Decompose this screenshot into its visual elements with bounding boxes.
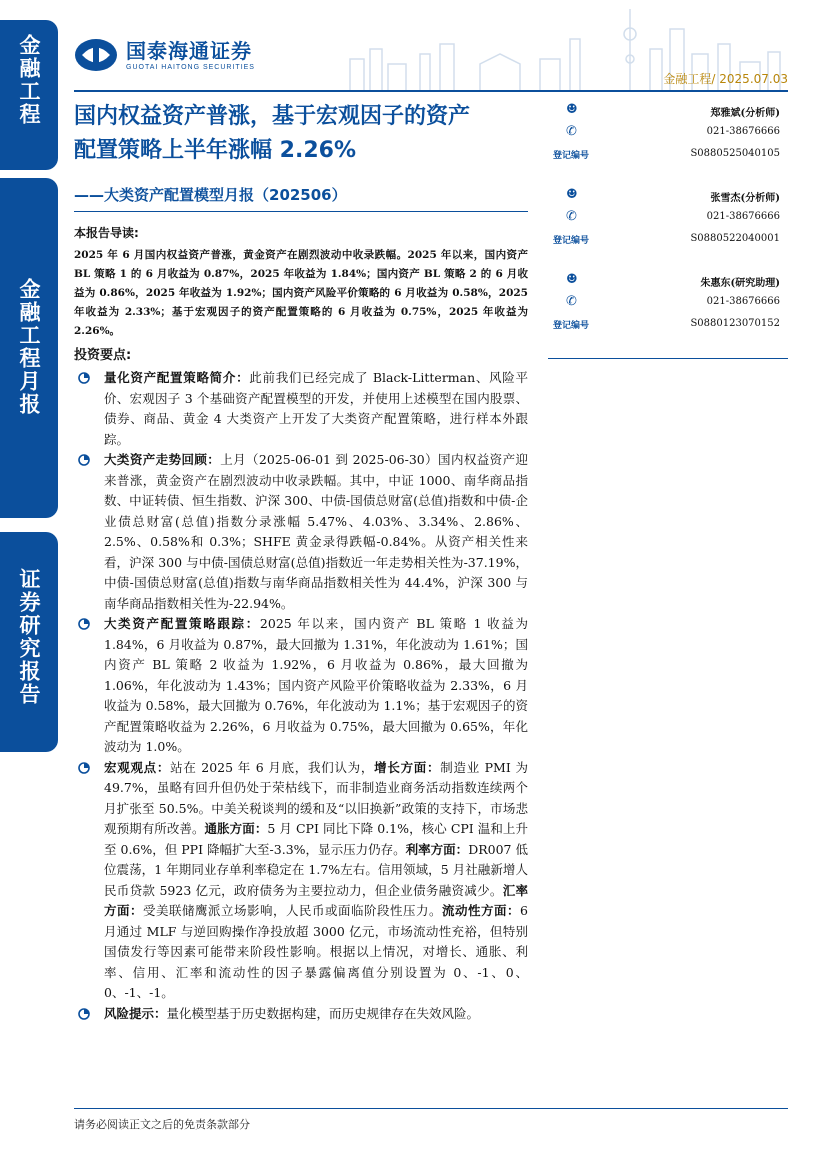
bullet-icon (78, 372, 90, 384)
analyst-panel (548, 104, 788, 359)
header-divider (74, 90, 788, 92)
person-icon: ☻ (566, 272, 578, 287)
point-title: 宏观观点： (104, 759, 171, 775)
macro-subheading: 汇率方面： (104, 882, 528, 918)
phone-icon: ✆ (566, 124, 577, 139)
investment-points (74, 368, 528, 1024)
guide-body: 2025 年 6 月国内权益资产普涨，黄金资产在剧烈波动中收录跌幅。2025 年以来，国内资产 BL 策略 1 的 6 月收益为 0.87%，2025 年收益为 1.84%；国内资产 BL 策略 2 的 6 月收益为 0.86%，2025 年收益为 1.92%；国内资产风险平价策略的 6 月收益为 0.58%，2025 年收益为 2.33%；基于宏观因子的资产配置策略的 6 月收益为 0.75%，2025 年收益为 2.26%。 (74, 249, 528, 337)
registration-number: S0880522040001 (690, 233, 780, 244)
registration-number: S0880525040105 (690, 148, 780, 159)
bullet-icon (78, 618, 90, 630)
registration-label: 登记编号 (553, 151, 590, 161)
macro-subheading: 通胀方面： (204, 821, 268, 836)
macro-text: 站在 2025 年 6 月底，我们认为， (170, 759, 375, 775)
analyst-card (548, 274, 788, 359)
sidebar-tab-financial-engineering (0, 20, 58, 170)
sidebar-tab-label: 证券研究报告 (17, 568, 41, 706)
report-title-line: 配置策略上半年涨幅 2.26% (74, 138, 356, 163)
guide-heading: 本报告导读: (74, 226, 139, 240)
point-text: 上月（2025-06-01 到 2025-06-30）国内权益资产迎来普涨，黄金资产在剧烈波动中收录跌幅。其中，中证 1000、南华商品指数、中证转债、恒生指数、沪深 300、中债-国债总财富(总值)指数和中债-企业债总财富(总值)指数分录涨幅 5.47%、4.03%、3.34%、2.86%、2.5%、0.58%和 0.3%；SHFE 黄金录得跌幅-0.84%。从资产相关性来看，沪深 300 与中债-国债总财富(总值)指数近一年走势相关性为-37.19%，中债-国债总财富(总值)指数与南华商品指数相关性为 44.4%，沪深 300 与南华商品指数相关性为-22.94%。 (104, 452, 528, 611)
registration-label: 登记编号 (553, 236, 590, 246)
analyst-phone: 021-38676666 (706, 211, 780, 222)
analyst-phone: 021-38676666 (706, 296, 780, 307)
phone-icon: ✆ (566, 209, 577, 224)
analyst-name: 郑雅斌(分析师) (710, 108, 780, 119)
investment-point (74, 758, 528, 1004)
point-title: 风险提示： (104, 1005, 167, 1021)
registration-number: S0880123070152 (690, 318, 780, 329)
bullet-icon (78, 762, 90, 774)
report-title-line: 国内权益资产普涨，基于宏观因子的资产 (74, 104, 471, 129)
point-title: 大类资产走势回顾： (104, 452, 221, 467)
person-icon: ☻ (566, 102, 578, 117)
bullet-icon (78, 1008, 90, 1020)
registration-label: 登记编号 (553, 321, 590, 331)
sidebar-tab-label: 金融工程月报 (17, 278, 41, 416)
analyst-card (548, 104, 788, 189)
report-subtitle: ——大类资产配置模型月报（202506） (74, 186, 347, 204)
macro-subheading: 利率方面： (405, 841, 469, 857)
bullet-icon (78, 454, 90, 466)
analyst-panel-divider (548, 358, 788, 359)
macro-text: DR007 低位震荡，1 年期同业存单利率稳定在 1.7%左右。信用领域，5 月社融新增人民币贷款 5923 亿元，政府债务为主要拉动力，但企业债务融资减少。 (104, 841, 528, 898)
analyst-card (548, 189, 788, 274)
point-text: 此前我们已经完成了 Black-Litterman、风险平价、宏观因子 3 个基础资产配置模型的开发，并使用上述模型在国内股票、债券、商品、黄金 4 大类资产上开发了大类资产配置策略，进行样本外跟踪。 (104, 370, 528, 447)
footer-divider (74, 1108, 788, 1109)
macro-subheading: 流动性方面： (442, 903, 521, 918)
subtitle-divider (74, 211, 528, 212)
logo-chinese-name: 国泰海通证券 (126, 38, 252, 63)
point-title: 量化资产配置策略简介： (104, 370, 250, 385)
analyst-name: 朱惠东(研究助理) (700, 278, 780, 289)
point-text: 量化模型基于历史数据构建，而历史规律存在失效风险。 (166, 1005, 480, 1021)
macro-subheading: 增长方面： (374, 759, 441, 775)
point-title: 大类资产配置策略跟踪： (104, 616, 260, 631)
point-text: 2025 年以来，国内资产 BL 策略 1 收益为 1.84%，6 月收益为 0.87%，最大回撤为 1.31%，年化波动为 1.61%；国内资产 BL 策略 2 收益为 1.92%，6 月收益为 0.86%，最大回撤为 1.06%，年化波动为 1.43%；国内资产风险平价策略收益为 2.33%，6 月收益为 0.58%，最大回撤为 0.76%，年化波动为 1.1%；基于宏观因子的资产配置策略收益为 2.26%，6 月收益为 0.75%，最大回撤为 0.65%，年化波动为 1.0%。 (104, 616, 528, 754)
sidebar-tab-monthly-report (0, 178, 58, 518)
phone-icon: ✆ (566, 294, 577, 309)
investment-point (74, 450, 528, 614)
macro-text: 6 月通过 MLF 与逆回购操作净投放超 3000 亿元，市场流动性充裕，但特别国债发行等因素可能带来阶段性影响。根据以上情况，对增长、通胀、利率、信用、汇率和流动性的因子暴露偏离值分别设置为 0、-1、0、0、-1、-1。 (104, 903, 528, 1000)
investment-point (74, 1004, 528, 1025)
investment-point (74, 368, 528, 450)
macro-text: 5 月 CPI 同比下降 0.1%，核心 CPI 温和上升至 0.6%，但 PPI 降幅扩大至-3.3%，显示压力仍存。 (104, 821, 528, 857)
investment-point (74, 614, 528, 758)
person-icon: ☻ (566, 187, 578, 202)
report-title (74, 100, 534, 168)
point-text-macro (104, 760, 528, 1001)
points-heading: 投资要点: (74, 348, 132, 363)
logo-english-name: GUOTAI HAITONG SECURITIES (126, 63, 255, 71)
macro-text: 制造业 PMI 为 49.7%，虽略有回升但仍处于荣枯线下，而非制造业商务活动指数连续两个月扩张至 50.5%。中美关税谈判的缓和及“以旧换新”政策的支持下，市场悲观预期有所改善。 (104, 759, 528, 836)
report-category-date: 金融工程/ 2025.07.03 (663, 72, 788, 86)
company-logo (74, 38, 255, 72)
logo-mark-icon (74, 38, 118, 72)
analyst-phone: 021-38676666 (706, 126, 780, 137)
sidebar-tab-label: 金融工程 (17, 34, 41, 126)
macro-text: 受美联储鹰派立场影响，人民币或面临阶段性压力。 (143, 903, 443, 918)
analyst-name: 张雪杰(分析师) (710, 193, 780, 204)
disclaimer-note: 请务必阅读正文之后的免责条款部分 (74, 1118, 250, 1131)
sidebar-tab-securities-research (0, 532, 58, 752)
